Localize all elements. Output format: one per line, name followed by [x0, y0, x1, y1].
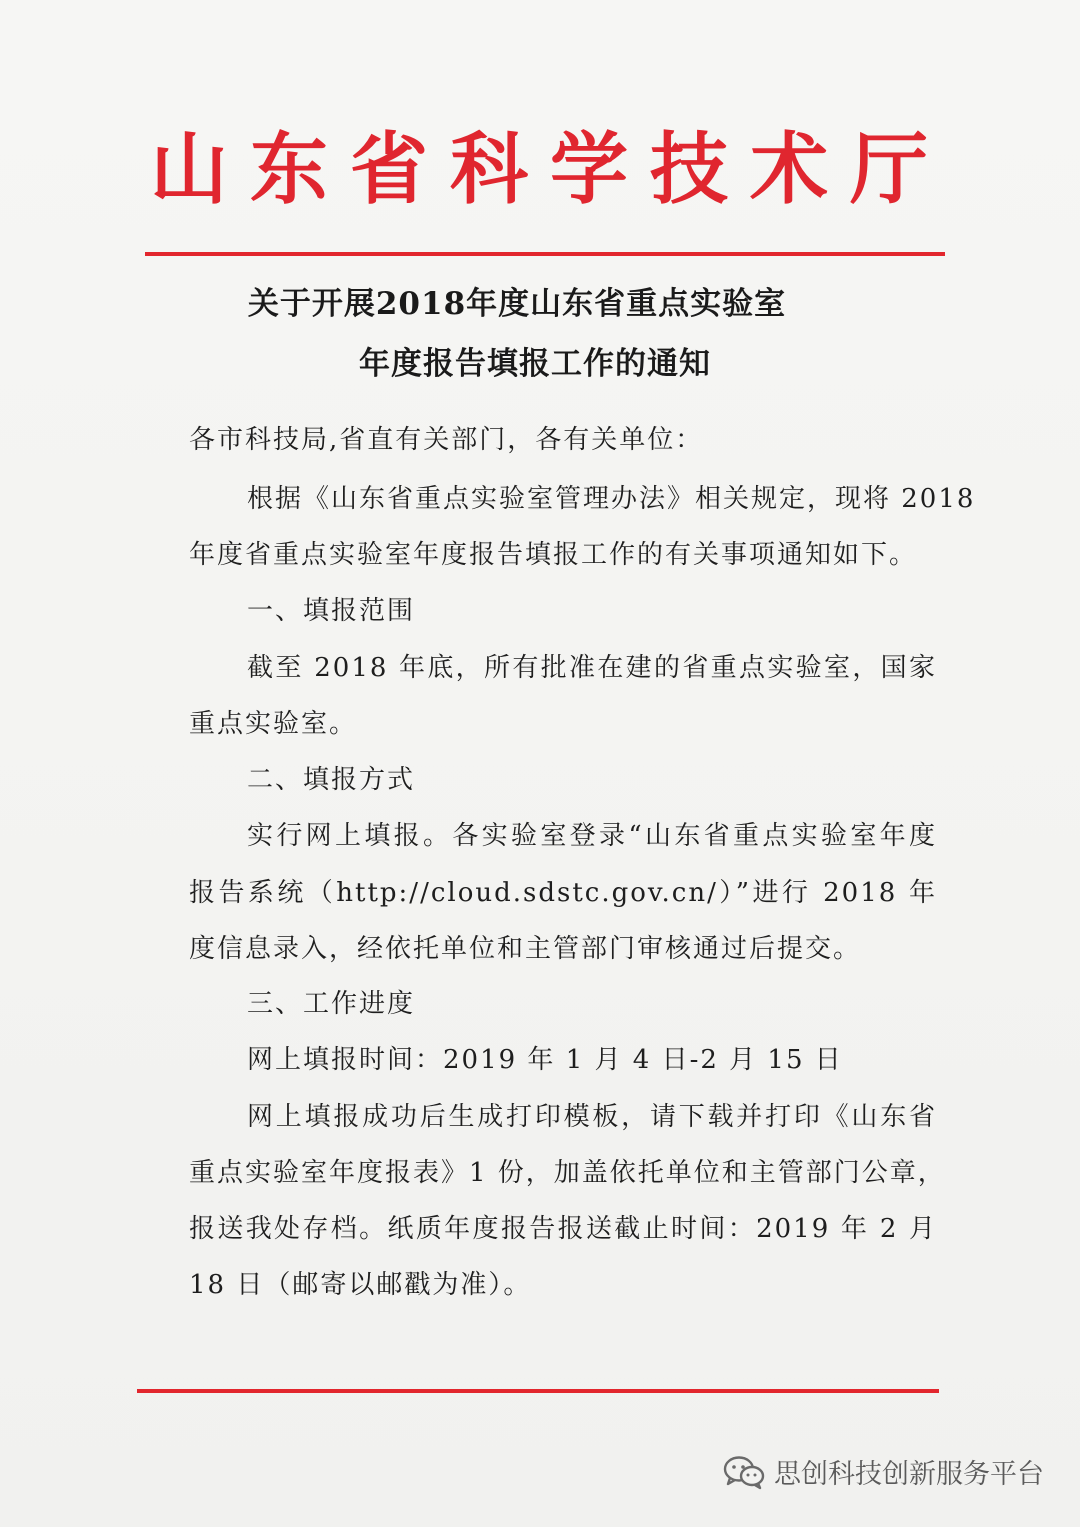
- salutation: 各市科技局,省直有关部门，各有关单位：: [189, 425, 704, 455]
- section-2-line-1: 实行网上填报。各实验室登录“山东省重点实验室年度: [247, 821, 937, 851]
- footer-red-rule: [137, 1389, 939, 1393]
- section-2-line-2: 报告系统（http://cloud.sdstc.gov.cn/）”进行 2018 年: [189, 878, 937, 908]
- section-3-line-1: 网上填报时间：2019 年 1 月 4 日-2 月 15 日: [247, 1045, 843, 1075]
- section-3-line-5: 18 日（邮寄以邮戳为准）。: [189, 1270, 532, 1300]
- notice-title-line-1: 关于开展2018年度山东省重点实验室: [247, 286, 787, 322]
- letterhead-title: 山东省科学技术厅: [150, 125, 951, 215]
- watermark-text: 思创科技创新服务平台: [774, 1459, 1044, 1490]
- section-1-line-1: 截至 2018 年底，所有批准在建的省重点实验室，国家: [247, 653, 937, 683]
- section-3-heading: 三、工作进度: [247, 989, 416, 1019]
- section-3-line-2: 网上填报成功后生成打印模板，请下载并打印《山东省: [247, 1102, 937, 1132]
- section-1-line-2: 重点实验室。: [189, 709, 358, 739]
- section-3-line-4: 报送我处存档。纸质年度报告报送截止时间：2019 年 2 月: [189, 1214, 937, 1244]
- intro-line-1: 根据《山东省重点实验室管理办法》相关规定，现将 2018: [247, 484, 976, 514]
- notice-title-line-2: 年度报告填报工作的通知: [359, 346, 711, 382]
- wechat-icon: [722, 1454, 766, 1490]
- wechat-watermark: [722, 1452, 1044, 1491]
- intro-line-2: 年度省重点实验室年度报告填报工作的有关事项通知如下。: [189, 540, 918, 570]
- letterhead-red-rule: [145, 252, 945, 256]
- section-2-heading: 二、填报方式: [247, 765, 416, 795]
- section-2-line-3: 度信息录入，经依托单位和主管部门审核通过后提交。: [189, 934, 862, 964]
- section-1-heading: 一、填报范围: [247, 596, 416, 626]
- section-3-line-3: 重点实验室年度报表》1 份，加盖依托单位和主管部门公章，: [189, 1158, 946, 1188]
